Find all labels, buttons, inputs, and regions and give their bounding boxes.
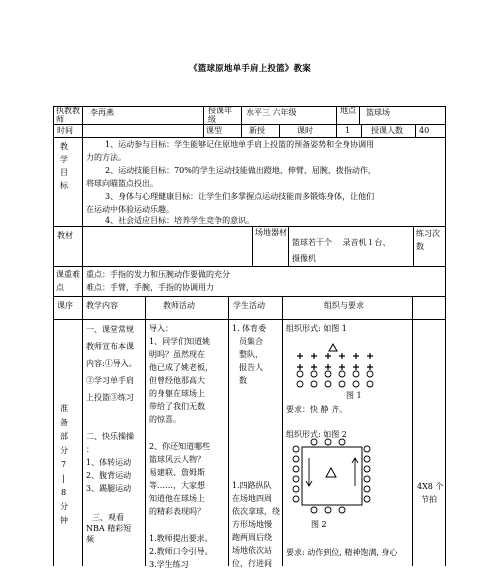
col-student: 学生活动 xyxy=(233,301,265,310)
student-plus xyxy=(353,364,359,370)
student-plus xyxy=(367,353,373,359)
practice-count-unit: 节拍 xyxy=(421,495,437,504)
student-plus xyxy=(339,353,345,359)
student-circle xyxy=(339,371,345,377)
place-value: 篮球场 xyxy=(366,108,390,117)
col-order: 课序 xyxy=(57,301,73,310)
teacher-value: 李再燕 xyxy=(90,108,114,117)
student-circle xyxy=(353,371,359,377)
req1: 要求：快 静 齐。 xyxy=(286,405,348,414)
student-circle xyxy=(339,507,345,513)
student-plus xyxy=(311,353,317,359)
court-outline xyxy=(302,447,362,505)
fig1-caption: 图 1 xyxy=(346,391,362,400)
objective-line: 将球向瞄篮点投出。 xyxy=(86,179,158,188)
period-value: 1 xyxy=(345,126,351,135)
student-plus xyxy=(325,353,331,359)
practice-count-label: 练习次数 xyxy=(416,229,440,251)
count-label: 授课人数 xyxy=(371,126,403,135)
student-circle xyxy=(293,466,299,472)
equipment-label: 场地器材 xyxy=(255,228,287,237)
difficult-point: 难点：手臂，手腕，手指的协调用力 xyxy=(86,283,214,292)
student-circle xyxy=(364,446,370,452)
student-plus xyxy=(325,364,331,370)
student-plus xyxy=(353,353,359,359)
student-circle xyxy=(325,381,331,387)
student-circle xyxy=(367,371,373,377)
objective-line: 1、运动参与目标：学生能够记住原地单手肩上投篮的预备姿势和全身协调用 xyxy=(105,140,375,149)
equipment-line: 篮球若干个 录音机１台、 xyxy=(292,238,391,247)
count-value: 40 xyxy=(419,126,430,135)
place-label: 地点 xyxy=(340,106,356,115)
practice-count: 4X8 个 xyxy=(417,482,444,491)
type-label: 课型 xyxy=(206,126,222,135)
org1-label: 组织形式: 如图 1 xyxy=(286,324,347,333)
formation-figure-2 xyxy=(293,439,370,513)
student-plus xyxy=(367,364,373,370)
student-circle xyxy=(364,486,370,492)
student-circle xyxy=(297,381,303,387)
col-teacher: 教师活动 xyxy=(163,301,195,310)
student-plus xyxy=(311,364,317,370)
target-value: 水平三 六年级 xyxy=(246,108,297,117)
student-circle xyxy=(293,496,299,502)
org2-label: 组织形式: 如图 2 xyxy=(286,430,347,439)
student-circle xyxy=(339,439,345,445)
student-circle xyxy=(325,507,331,513)
student-plus xyxy=(339,364,345,370)
student-circle xyxy=(364,476,370,482)
req2: 要求: 动作到位, 精神饱满, 身心 xyxy=(286,548,398,557)
student-circle xyxy=(364,456,370,462)
objective-line: 3、身体与心理健康目标：让学生们多掌握点运动技能而多锻炼身体，让他们 xyxy=(105,192,375,201)
objectives-label: 教学目标 xyxy=(60,142,68,190)
student-circle xyxy=(311,439,317,445)
student-circle xyxy=(311,507,317,513)
student-circle xyxy=(325,439,331,445)
time-label: 时间 xyxy=(57,126,73,135)
objective-line: 力的方法。 xyxy=(86,153,126,162)
focus-label: 课重难点 xyxy=(56,270,80,292)
teacher-label: 执教教师 xyxy=(56,106,80,124)
student-plus xyxy=(297,353,303,359)
objective-line: 4、社会适应目标：培养学生竞争的意识。 xyxy=(105,216,255,225)
fig2-caption: 图 2 xyxy=(311,520,327,529)
student-circle xyxy=(353,381,359,387)
student-circle xyxy=(311,371,317,377)
student-circle xyxy=(297,371,303,377)
student-circle xyxy=(311,381,317,387)
type-value: 新授 xyxy=(249,126,265,135)
objective-line: 在运动中体验运动乐趣。 xyxy=(86,205,174,214)
student-plus xyxy=(297,364,303,370)
materials-label: 教材 xyxy=(57,231,73,240)
student-circle xyxy=(293,486,299,492)
equipment-line: 摄像机 xyxy=(292,254,316,263)
student-circle xyxy=(367,381,373,387)
period-label: 课时 xyxy=(297,126,313,135)
col-organization: 组织与要求 xyxy=(324,301,364,310)
student-circle xyxy=(364,496,370,502)
student-circle xyxy=(325,371,331,377)
objective-line: 2、运动技能目标：70%的学生运动技能做出蹬地、伸臂、屈腕、拨指动作， xyxy=(105,166,376,175)
document-title: 《篮球原地单手肩上投篮》教案 xyxy=(189,64,311,74)
student-circle xyxy=(293,446,299,452)
student-circle xyxy=(339,381,345,387)
student-circle xyxy=(293,456,299,462)
key-point: 重点：手指的发力和压腕动作要做的充分 xyxy=(86,270,230,279)
col-content: 教学内容 xyxy=(86,301,118,310)
formation-figure-1 xyxy=(297,344,373,387)
teacher-marker xyxy=(326,468,336,477)
student-circle xyxy=(364,466,370,472)
target-label: 授课年级 xyxy=(208,106,232,124)
teacher-marker xyxy=(329,344,337,351)
student-circle xyxy=(293,476,299,482)
